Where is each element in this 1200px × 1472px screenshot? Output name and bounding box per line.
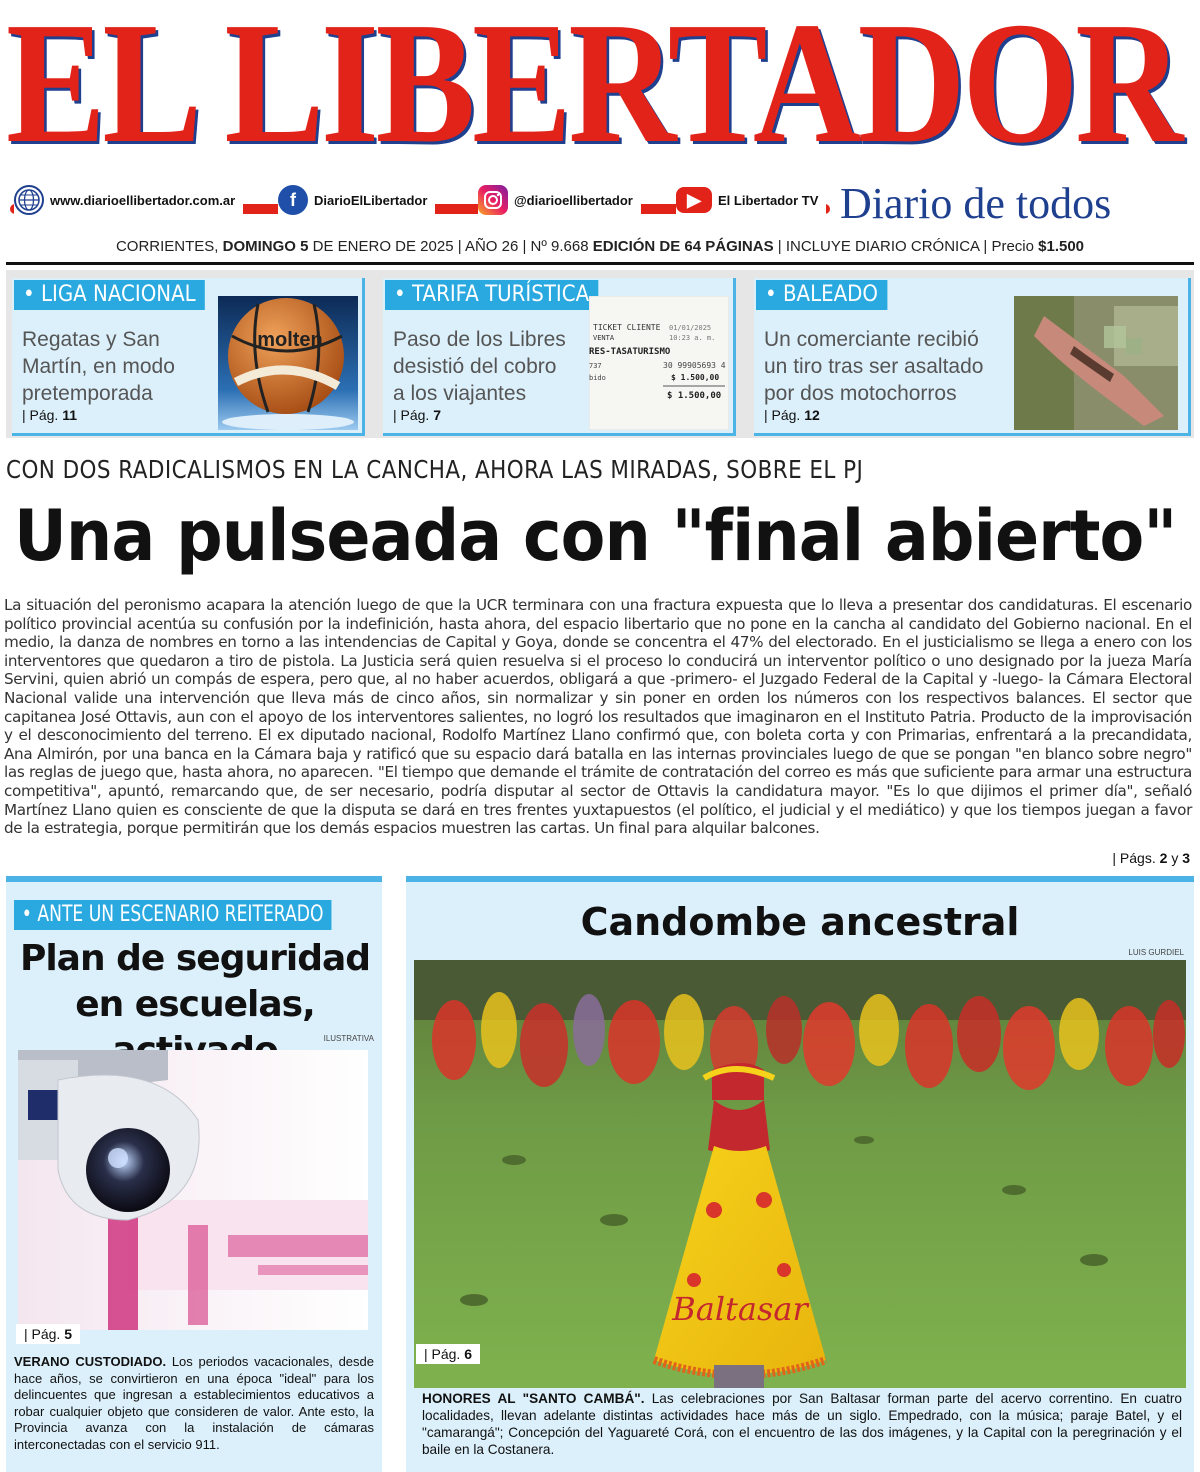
svg-text:$ 1.500,00: $ 1.500,00 <box>671 373 720 382</box>
instagram-link[interactable] <box>478 182 641 218</box>
teaser-kicker: • LIGA NACIONAL <box>14 280 205 310</box>
cape-embroidery: Baltasar <box>672 1290 808 1328</box>
teaser-liga-nacional[interactable] <box>12 278 365 436</box>
website-link[interactable] <box>14 182 243 218</box>
teaser-page-ref: | Pág. 11 <box>22 407 78 423</box>
ball-brand: molten <box>257 329 323 351</box>
svg-text:10:23 a. m.: 10:23 a. m. <box>669 334 716 342</box>
candombe-photo <box>414 960 1186 1388</box>
candombe-caption: HONORES AL "SANTO CAMBÁ". Las celebraciones por San Baltasar forman parte del acervo correntino. En cuatro localidades, llevan adelante distintas actividades hace más de un siglo. Empedrado, con la música; paraje Batel, y el "camarangá"; Concepción del Yaguareté Corá, con el encuentro de las dos imágenes, y la Capital con la peregrinación y el baile en la Costanera. <box>422 1391 1182 1457</box>
security-story-box <box>6 876 382 1472</box>
svg-text:737: 737 <box>589 362 602 370</box>
svg-text:30 99905693 4: 30 99905693 4 <box>663 361 726 370</box>
facebook-icon: f <box>278 185 308 215</box>
svg-text:TICKET CLIENTE: TICKET CLIENTE <box>593 323 661 332</box>
dateline: CORRIENTES, DOMINGO 5 DE ENERO DE 2025 | AÑO 26 | Nº 9.668 EDICIÓN DE 64 PÁGINAS | INCLUYE DIARIO CRÓNICA | Precio $1.500 <box>115 238 1085 255</box>
main-headline[interactable]: Una pulseada con "final abierto" <box>14 495 1177 577</box>
facebook-label: DiarioElLibertador <box>314 192 428 208</box>
teaser-page-ref: | Pág. 7 <box>393 407 442 423</box>
instagram-icon <box>478 185 508 215</box>
teaser-row <box>6 270 1194 438</box>
teaser-text: Regatas y San Martín, en modo pretemporada <box>22 328 175 405</box>
security-page-ref: | Pág. 5 <box>16 1324 80 1344</box>
facebook-link[interactable] <box>278 182 435 218</box>
photo-credit: LUIS GURDIEL <box>1128 948 1184 957</box>
globe-icon <box>14 185 44 215</box>
youtube-icon: ▶ <box>676 187 712 213</box>
svg-text:VENTA: VENTA <box>593 334 615 342</box>
security-headline[interactable]: Plan de seguridad en escuelas, <box>19 938 371 1025</box>
social-bar <box>8 182 838 222</box>
teaser-text: Paso de los Libres desistió del cobro a los viajantes <box>393 328 566 405</box>
photo-credit: ILUSTRATIVA <box>323 1034 374 1043</box>
main-overline: CON DOS RADICALISMOS EN LA CANCHA, AHORA LAS MIRADAS, SOBRE EL PJ <box>6 455 864 484</box>
teaser-baleado[interactable] <box>754 278 1191 436</box>
injured-leg-photo <box>1014 296 1178 430</box>
security-caption: VERANO CUSTODIADO. Los periodos vacacionales, desde hace años, se convirtieron en una época "ideal" para los delincuentes que ingresan a establecimientos educativos a robar cualquier objeto que consideren de valor. Ante esto, la Provincia avanza con la instalación de cámaras interconectadas con el servicio 911. <box>14 1354 374 1452</box>
security-kicker: • ANTE UN ESCENARIO REITERADO <box>14 900 331 930</box>
tagline: Diario de todos <box>840 179 1112 228</box>
security-camera-photo <box>18 1050 368 1330</box>
teaser-kicker: • TARIFA TURÍSTICA <box>385 280 598 310</box>
svg-text:01/01/2025: 01/01/2025 <box>669 324 712 332</box>
basketball-photo <box>218 296 358 430</box>
instagram-label: @diarioellibertador <box>514 192 633 208</box>
newspaper-logo: EL LIBERTADOR <box>6 0 1180 179</box>
teaser-kicker: • BALEADO <box>756 280 887 310</box>
youtube-link[interactable] <box>676 182 826 218</box>
masthead <box>0 0 1200 180</box>
website-label: www.diarioellibertador.com.ar <box>50 192 236 208</box>
teaser-page-ref: | Pág. 12 <box>764 407 820 423</box>
main-body: La situación del peronismo acapara la atención luego de que la UCR terminara con una fractura expuesta que lo lleva a presentar dos candidaturas. El escenario político provincial acentúa su confusión por la indefinición, hasta ahora, del espacio libertario que no pone en la cancha al candidato del Gobierno nacional. En el medio, la danza de nombres en torno a las intendencias de Capital y Goya, donde se concentra el 47% del electorado. En el justicialismo se llega a enero con los interventores que quedaron a tiro de pistola. La Justicia será quien resuelva si el proceso lo conducirá un interventor político o uno designado por la jueza María Servini, quien abrió un compás de espera, pero que, al no haber acuerdos, obligará a que -primero- el Juzgado Federal de la Capital y -luego- la Cámara Electoral Nacional valide una intervención que lleva más de cinco años, sin normalizar y sin poner en orden los números con los respectivos balances. El sector que capitanea José Ottavis, aun con el apoyo de los interventores salientes, no logró los resultados que imaginaron en el Instituto Patria. Producto de la improvisación y el desconocimiento del terreno. El ex diputado nacional, Rodolfo Martínez Llano confirmó que, con boleta corta y con Primarias, enfrentará a la precandidata, Ana Almirón, por una banca en la Cámara baja y ratificó que su espacio dará batalla en las internas provinciales luego de que se pongan "en blanco sobre negro" las reglas de juego que, hasta ahora, no aparecen. "El tiempo que demande el trámite de contratación del correo es más que suficiente para armar una estructura competitiva", apuntó, remarcando que, de ser necesario, podría disputar al sector de Ottavis la candidatura mayor. "Es lo que dijimos el primer día", señaló Martínez Llano quien es consciente de que la disputa se dará en tres frentes yuxtapuestos (el político, el judicial y el mediático) y que los tiempos juegan a favor de la estrategia, porque permitirán que los demás espacios muestren las cartas. Un final para alquilar balcones. <box>4 596 1192 838</box>
candombe-story-box <box>406 876 1194 1472</box>
svg-text:RES-TASATURISMO: RES-TASATURISMO <box>589 347 671 357</box>
main-page-ref: | Págs. 2 y 3 <box>1112 850 1190 866</box>
ticket-photo <box>589 296 729 430</box>
candombe-headline[interactable]: Candombe ancestral <box>580 900 1020 944</box>
svg-text:bido: bido <box>589 374 606 382</box>
youtube-label: El Libertador TV <box>718 192 819 208</box>
teaser-text: Un comerciante recibió un tiro tras ser asaltado por dos motochorros <box>764 328 984 405</box>
header-divider <box>6 262 1194 265</box>
candombe-page-ref: | Pág. 6 <box>416 1344 480 1364</box>
teaser-tarifa-turistica[interactable] <box>383 278 736 436</box>
svg-text:$ 1.500,00: $ 1.500,00 <box>667 391 722 401</box>
